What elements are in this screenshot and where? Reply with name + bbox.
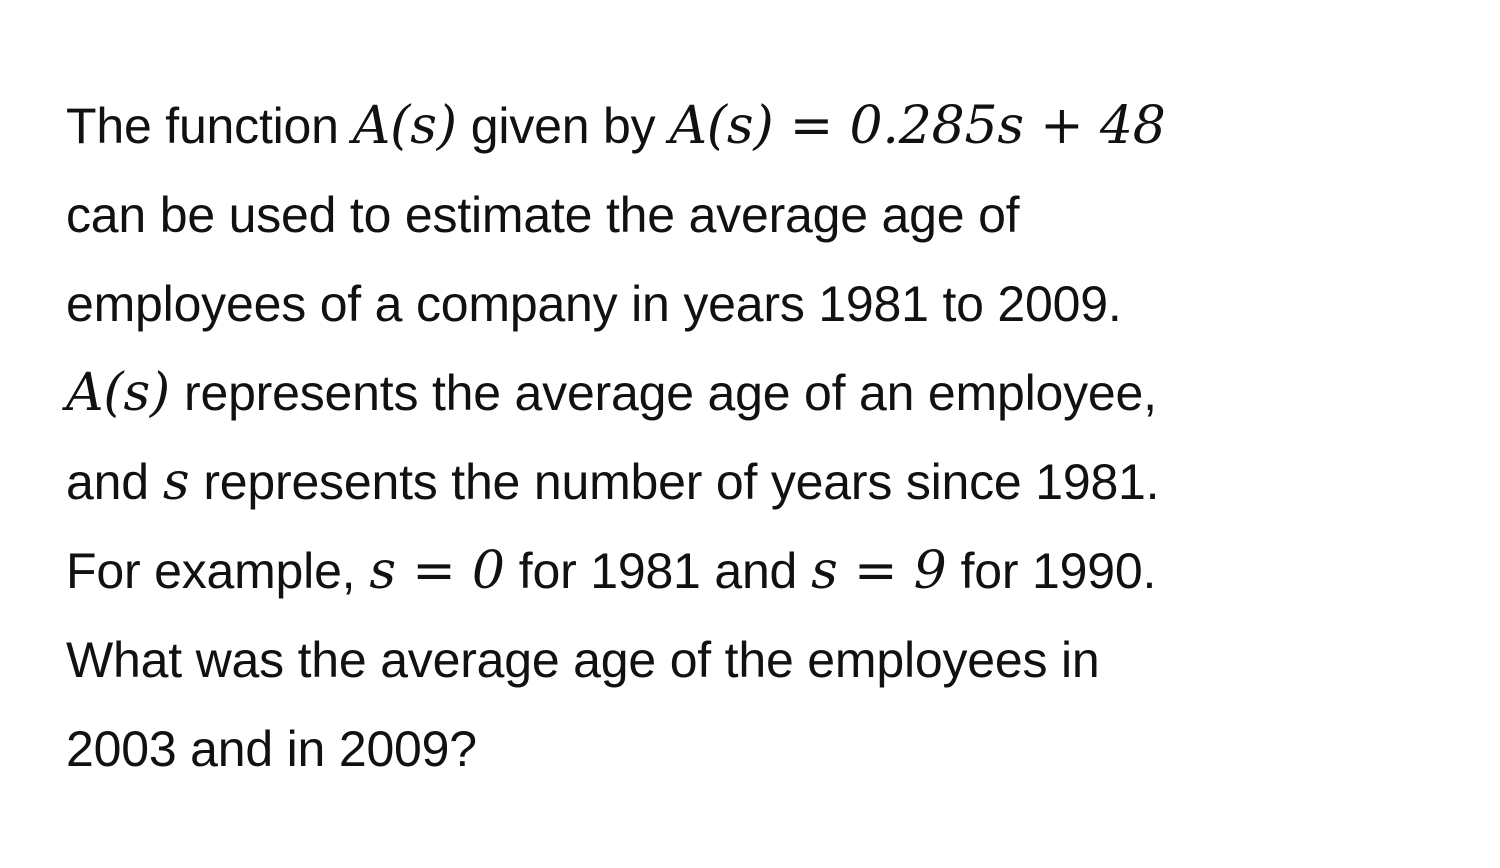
problem-text [66, 82, 1476, 794]
text-run: represents the number of years since 1981. [203, 454, 1160, 510]
problem-line-5 [66, 438, 1476, 527]
text-run: represents the average age of an employee, [184, 365, 1157, 421]
text-run: The function [66, 98, 339, 154]
problem-line-6 [66, 527, 1476, 616]
math-example-1981: s = 0 [369, 541, 505, 601]
math-function-name: A(s) [66, 363, 171, 423]
text-run: for 1990. [960, 543, 1157, 599]
math-variable: s [162, 452, 190, 512]
problem-line-2: can be used to estimate the average age of [66, 187, 1020, 243]
math-function-formula: A(s) = 0.285s + 48 [669, 96, 1166, 156]
text-run: For example, [66, 543, 356, 599]
problem-line-7: What was the average age of the employees in [66, 632, 1100, 688]
problem-line-4 [66, 349, 1476, 438]
problem-line-1 [66, 82, 1476, 171]
text-run: given by [470, 98, 656, 154]
text-run: and [66, 454, 149, 510]
problem-line-3: employees of a company in years 1981 to 2009. [66, 276, 1122, 332]
problem-line-8: 2003 and in 2009? [66, 721, 477, 777]
math-example-1990: s = 9 [811, 541, 947, 601]
math-function-name: A(s) [352, 96, 457, 156]
text-run: for 1981 and [518, 543, 798, 599]
